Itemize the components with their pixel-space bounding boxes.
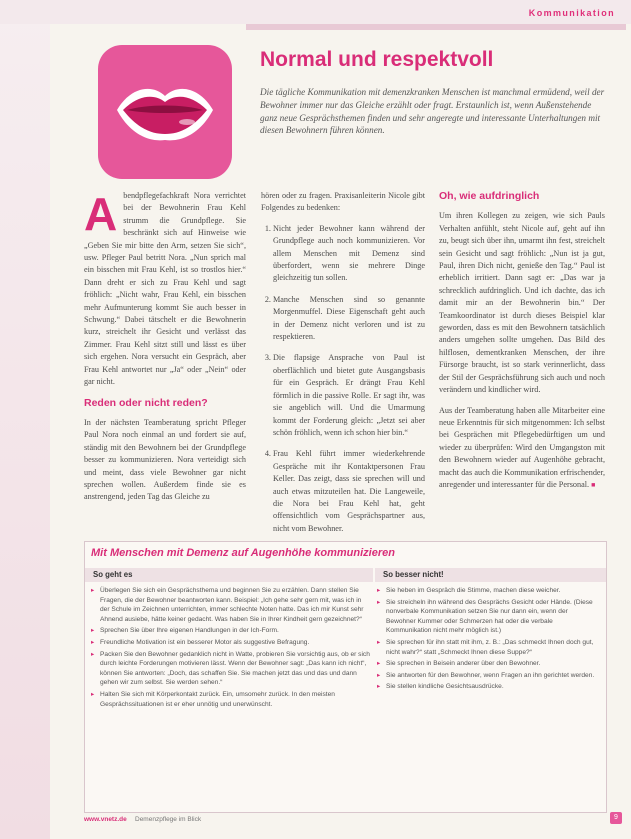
box-header-do: So geht es [85, 568, 373, 582]
list-item: ▸ Sie sprechen in Beisein anderer über den Bewohner. [377, 659, 599, 669]
article-title: Normal und respektvoll [260, 48, 494, 71]
do-list [91, 586, 371, 711]
paragraph-reden: In der nächsten Teamberatung spricht Pfleger Paul Nora noch einmal an und fordert sie auf, ständig mit den Bewohnern bei der Grundpflege besser zu kommunizieren. Nora verteidigt sich und meint, dass viele Bewohner gar nicht sprechen wollen. Außerdem finde sie es anstrengend, jeden Tag das Gleiche zu [84, 417, 246, 502]
column-1 [84, 190, 246, 512]
list-item: ▸ Sie heben im Gespräch die Stimme, machen diese weicher. [377, 586, 599, 596]
list-item: ▸ Halten Sie sich mit Körperkontakt zurück. Ein, umsomehr zurück. In den meisten Gesprächssituationen ist er eher unnötig und unerwünscht. [91, 690, 371, 709]
list-item: 3. Die flapsige Ansprache von Paul ist oberflächlich und bietet gute Ausgangsbasis für ein Gespräch. Er drängt Frau Kehl förmlich in die passive Rolle. Er sagt ihr, was sie angeblich will. Und die Umarmung kommt der Forderung gleich: „Jetzt sei aber schön fröhlich, wenn ich schon hier bin.“ [273, 352, 425, 439]
list-item: 1. Nicht jeder Bewohner kann während der Grundpflege auch noch kommunizieren. Vor allem Menschen mit Demenz sind überfordert, wenn sie mehrere Dinge gleichzeitig tun sollen. [273, 223, 425, 285]
footer-publication: Demenzpflege im Blick [135, 816, 202, 823]
subhead-reden: Reden oder nicht reden? [84, 396, 208, 409]
column-2-intro: hören oder zu fragen. Praxisanleiterin Nicole gibt Folgendes zu bedenken: [261, 191, 425, 213]
list-item: ▸ Sie streicheln ihn während des Gesprächs Gesicht oder Hände. (Diese nonverbale Kommunikation setzen Sie nur dann ein, wenn der Bewohner Kummer oder Schmerzen hat oder die verbale Kommunikation nicht mehr möglich ist.) [377, 598, 599, 636]
subhead-aufdringlich: Oh, wie aufdringlich [439, 190, 540, 202]
footer-url-link[interactable]: www.vnetz.de [84, 816, 127, 823]
list-item: ▸ Überlegen Sie sich ein Gesprächsthema und beginnen Sie zu erzählen. Dann stellen Sie Fragen, die der Bewohner beantworten kann. Beispiel: „Ich gehe sehr gern mit, was ich in der Schule im Zeichnen unterrichten, immer schlechte Noten hatte. Das ich mir Kunst sehr Ahnend ausiebe, hätte keiner gedacht. Was haben Sie in Ihrer Kindheit gern gezeichnet?“ [91, 586, 371, 624]
drop-cap: A [84, 188, 118, 240]
header-rule [246, 24, 626, 30]
list-item: ▸ Freundliche Motivation ist ein besserer Motor als suggestive Befragung. [91, 638, 371, 648]
intro-text: bendpflegefachkraft Nora verrichtet bei der Bewohnerin Frau Kehl strumm die Grundpflege. Sie beschränkt sich auf Hinweise wie „Geben Sie mir bitte den Arm, setzen Sie sich“, usw. Pfleger Paul betritt Nora. „Nun sprich mal ein bisschen mit Frau Kehl, ist so trostlos hier.“ Dann dreht er sich zu Frau Kehl und sagt fröhlich: „Nicht wahr, Frau Kehl, ein bisschen mehr Aufmunterung kommt Sie auch besser in Schwung.“ Dabei tätschelt er die Bewohnerin kurz, streichelt ihr Gesicht und verlässt das Zimmer. Frau Kehl sitzt still und lässt es über sich ergehen. Nora versucht ein Gespräch, aber Frau Kehl antwortet nur „Ja“ oder „Nein“ oder gar nicht. [84, 191, 246, 387]
page-number: 9 [610, 812, 622, 824]
closing-paragraph [439, 405, 605, 492]
closing-text: Aus der Teamberatung haben alle Mitarbeiter eine neue Erkenntnis für sich mitgenommen: Ich selbst bei Gesprächen mit Pflegebedürftigen um und wieder zu überprüfen: Wird den Umgangston mit den Bewohnern wieder auf Augenhöhe gebracht, macht das auch die Kommunikation erfrischender, anregender und interessanter für die Personal. [439, 405, 605, 489]
dont-list [377, 586, 599, 694]
section-label: Kommunikation [528, 8, 615, 18]
left-margin-strip [0, 0, 50, 839]
list-item: ▸ Packen Sie den Bewohner gedanklich nicht in Watte, probieren Sie vorsichtig aus, ob er sich durch leichte Forderungen motivieren lässt. Wenn der Bewohner sagt: „Das kann ich nicht“, können Sie antworten: „Doch, das schaffen Sie. Sie machen jetzt das und das und dann gehen wir zum selbst. Sie werden sehen.“ [91, 650, 371, 688]
column-3 [439, 190, 605, 499]
column-2 [261, 190, 425, 544]
article-lead: Die tägliche Kommunikation mit demenzkranken Menschen ist manchmal ermüdend, weil der Bewohner immer nur das Gleiche erzählt oder fragt. Erstaunlich ist, wenn Außenstehende ganz neue Gesprächsthemen finden und sehr angeregte und interessante Unterhaltungen mit diesen Bewohnern führen können. [260, 87, 605, 136]
list-item: ▸ Sie stellen kindliche Gesichtsausdrücke. [377, 682, 599, 692]
end-mark-icon: ■ [591, 480, 596, 489]
list-item: 4. Frau Kehl führt immer wiederkehrende Gespräche mit ihr Kontaktpersonen Frau Keller. Das zeigt, dass sie sprechen will und auch etwas mitzuteilen hat. Die Langeweile, die Nora bei Frau Kehl hat, geht offensichtlich vom Gesprächspartner aus, nicht vom Bewohner. [273, 448, 425, 535]
considerations-list [261, 223, 425, 535]
list-item: ▸ Sie sprechen für ihn statt mit ihm, z. B.: „Das schmeckt Ihnen doch gut, nicht wahr?“ statt „Schmeckt Ihnen diese Suppe?“ [377, 638, 599, 657]
lips-icon-tile [98, 45, 232, 179]
paragraph-aufdringlich: Um ihren Kollegen zu zeigen, wie sich Pauls Verhalten anfühlt, steht Nicole auf, geht auf ihn zu, beugt sich über ihn, umarmt ihn fest, streichelt sein Gesicht und sagt fröhlich: „Nun ist ja gut, Paul, ihren Dich nicht, genieße den Tag.“ Paul ist erheblich irritiert. Dann sagt er: „Das war ja schrecklich aufdringlich. Und ich dachte, das ich damit mir an der Bewohnerin bin.“ Der Teamkoordinator ist durch dieses Beispiel klar geworden, dass es mit den Bewohnern tatsächlich anders umgehen sollte umgehen. Das Bild des hilflosen, dementkranken Menschen, der ihre Fürsorge braucht, ist so stark verinnerlicht, dass der Stil der Gesprächsführung sich auch und noch verändern und kindlicher wird. [439, 211, 605, 395]
list-item: ▸ Sie antworten für den Bewohner, wenn Fragen an ihn gerichtet werden. [377, 671, 599, 681]
lips-icon [113, 80, 217, 144]
info-box [84, 541, 607, 813]
intro-paragraph [84, 190, 246, 389]
box-header-dont: So besser nicht! [375, 568, 606, 582]
info-box-title: Mit Menschen mit Demenz auf Augenhöhe kommunizieren [91, 547, 395, 559]
list-item: 2. Manche Menschen sind so genannte Morgenmuffel. Diese Eigenschaft geht auch in der Demenz nicht verloren und ist zu respektieren. [273, 294, 425, 344]
list-item: ▸ Sprechen Sie über Ihre eigenen Handlungen in der Ich-Form. [91, 626, 371, 636]
